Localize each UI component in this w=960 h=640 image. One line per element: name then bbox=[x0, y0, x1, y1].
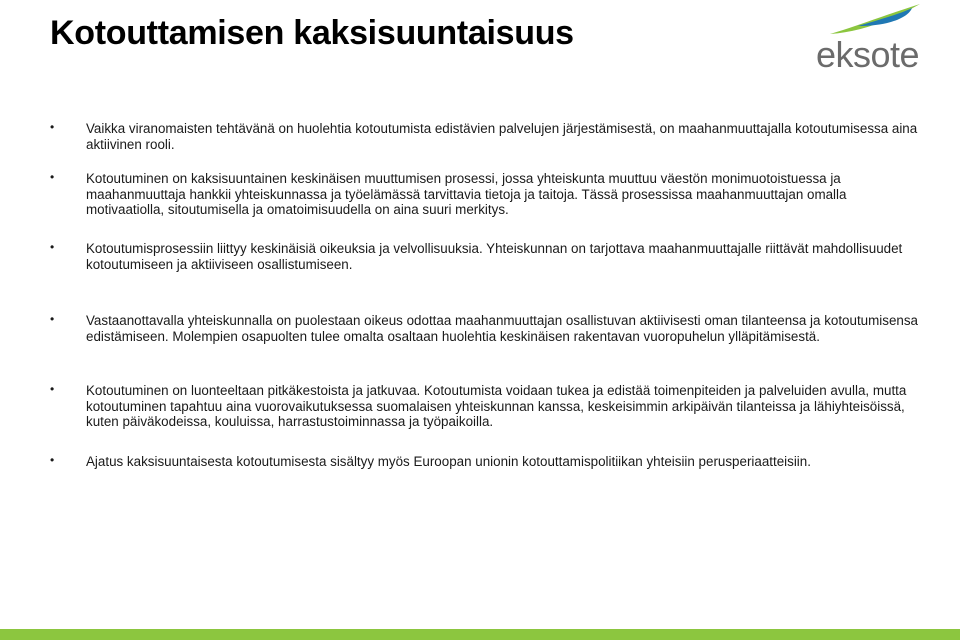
bullet-item bbox=[50, 121, 920, 152]
bullet-item bbox=[50, 171, 920, 218]
bullet-text: Kotoutuminen on luonteeltaan pitkäkestoista ja jatkuvaa. Kotoutumista voidaan tukea ja edistää toimenpiteiden ja palveluiden avulla, mutta kotoutuminen tapahtuu aina vuorovaikutuksessa suomalaisen yhteiskunnan kanssa, keskeisimmin arkipäivän tilanteissa ja lähiyhteisöissä, kuten päiväkodeissa, kouluissa, harrastustoiminnassa ja työpaikoilla. bbox=[86, 383, 907, 430]
bullet-item bbox=[50, 241, 920, 272]
slide-title: Kotouttamisen kaksisuuntaisuus bbox=[50, 14, 574, 52]
bullet-marker: • bbox=[50, 453, 55, 467]
bullet-text: Kotoutuminen on kaksisuuntainen keskinäisen muuttumisen prosessi, jossa yhteiskunta muuttuu väestön monimuotoistuessa ja maahanmuuttaja hankkii yhteiskunnassa ja työelämässä tarvittavia tietoja ja taitoja. Tässä prosessissa maahanmuuttajan omalla motivaatiolla, sitoutumisella ja omatoimisuudella on aina suuri merkitys. bbox=[86, 171, 847, 218]
bullet-item bbox=[50, 313, 920, 344]
bullet-item bbox=[50, 454, 920, 470]
bullet-marker: • bbox=[50, 170, 55, 184]
bullet-marker: • bbox=[50, 312, 55, 326]
bullet-text: Vaikka viranomaisten tehtävänä on huolehtia kotoutumista edistävien palvelujen järjestämisestä, on maahanmuuttajalla kotoutumisessa aina aktiivinen rooli. bbox=[86, 121, 918, 152]
bullet-item bbox=[50, 383, 920, 430]
bullet-text: Kotoutumisprosessiin liittyy keskinäisiä oikeuksia ja velvollisuuksia. Yhteiskunnan on tarjottava maahanmuuttajalle riittävät mahdollisuudet kotoutumiseen ja aktiiviseen osallistumiseen. bbox=[86, 241, 903, 272]
bottom-accent-bar bbox=[0, 629, 960, 640]
bullet-marker: • bbox=[50, 120, 55, 134]
bullet-marker: • bbox=[50, 382, 55, 396]
bullet-marker: • bbox=[50, 240, 55, 254]
logo-text: eksote bbox=[816, 34, 920, 75]
bullet-text: Vastaanottavalla yhteiskunnalla on puolestaan oikeus odottaa maahanmuuttajan osallistuvan aktiivisesti oman tilanteensa ja kotoutumisensa edistämiseen. Molempien osapuolten tulee omalta osaltaan huolehtia keskinäisen rakentavan vuoropuhelun ylläpitämisestä. bbox=[86, 313, 918, 344]
bullet-text: Ajatus kaksisuuntaisesta kotoutumisesta sisältyy myös Euroopan unionin kotouttamispolitiikan yhteisiin perusperiaatteisiin. bbox=[86, 454, 811, 469]
